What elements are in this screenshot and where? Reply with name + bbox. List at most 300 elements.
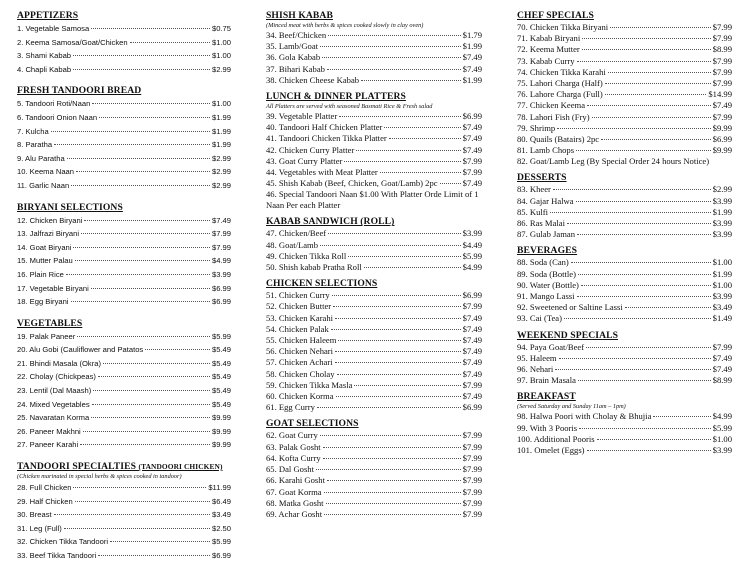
menu-item-name: 55. Chicken Haleem [266,335,337,346]
menu-item [17,63,231,77]
menu-item [517,257,732,268]
menu-section [517,10,732,167]
menu-item-price: $7.49 [462,368,482,379]
menu-item [266,430,482,441]
dot-leader [92,404,210,405]
menu-item-name: 69. Achar Gosht [266,508,323,519]
section-title-text: CHEF SPECIALS [517,10,594,21]
menu-item [266,75,482,86]
section-title-text: TANDOORI SPECIALTIES [17,461,137,473]
section-note: (Chicken marinated in special herbs & spices cooked in tandoor) [17,473,182,481]
menu-item [17,549,231,563]
menu-item [17,125,231,139]
menu-item [17,330,231,344]
section-title-text: LUNCH & DINNER PLATTERS [266,91,406,103]
dot-leader [328,233,461,234]
menu-item [266,391,482,402]
menu-item [266,156,482,167]
menu-item-price: $1.79 [462,30,482,40]
menu-item [517,313,732,324]
dot-leader [576,201,711,202]
dot-leader [327,69,461,70]
menu-item-price: $2.99 [211,167,231,177]
menu-item-price: $7.49 [462,144,482,155]
menu-item-name: 17. Vegetable Biryani [17,283,89,293]
menu-section [266,418,482,520]
menu-item [517,434,732,445]
menu-item [266,509,482,520]
menu-item [17,411,231,425]
dot-leader [338,340,460,341]
menu-section [266,278,482,413]
dot-leader [389,138,461,139]
menu-item-name: 85. Kulfi [517,206,549,217]
dot-leader [571,262,711,263]
menu-item-name: 44. Vegetables with Meat Platter [266,167,378,178]
menu-item-price: $7.99 [462,486,482,497]
menu-item-name: 41. Tandoori Chicken Tikka Platter [266,133,387,144]
dot-leader [578,380,711,381]
menu-item [517,302,732,313]
menu-item-price: $6.99 [211,297,231,307]
dot-leader [440,183,461,184]
menu-item-price: $7.49 [462,391,482,402]
menu-item-name: 31. Leg (Full) [17,523,62,533]
menu-item-name: 20. Alu Gobi (Cauliflower and Patatos [17,345,144,355]
menu-item-name: 70. Chicken Tikka Biryani [517,22,609,32]
dot-leader [335,362,461,363]
section-title-text: BREAKFAST [517,391,576,403]
menu-item-price: $3.99 [211,269,231,279]
menu-section [266,10,482,86]
menu-item-price: $7.49 [712,352,732,363]
menu-item-price: $6.99 [462,402,482,413]
dot-leader [553,189,711,190]
menu-item-name: 5. Tandoori Roti/Naan [17,99,91,109]
menu-item-price: $7.49 [712,364,732,375]
menu-item [266,167,482,178]
menu-item-name: 3. Shami Kabab [17,51,72,61]
menu-item [266,301,482,312]
menu-item-price: $5.99 [211,331,231,341]
menu-item-price: $6.49 [211,496,231,506]
menu-item-price: $7.99 [712,66,732,77]
menu-item-price: $5.49 [211,386,231,396]
menu-item-name: 72. Keema Mutter [517,44,580,55]
menu-item-price: $5.49 [211,358,231,368]
section-title-text: APPETIZERS [17,10,79,21]
dot-leader [597,439,711,440]
menu-item-price: $4.49 [462,239,482,250]
menu-item-price: $7.49 [462,312,482,323]
menu-item [17,254,231,268]
menu-item [17,398,231,412]
menu-item-price: $1.00 [211,51,231,61]
dot-leader [564,318,711,319]
dot-leader [582,49,711,50]
dot-leader [103,363,210,364]
dot-leader [54,144,210,145]
section-title [17,10,231,22]
menu-item-price: $7.99 [712,111,732,122]
section-title-text: GOAT SELECTIONS [266,418,359,430]
dot-leader [605,94,707,95]
menu-item-price: $3.99 [712,291,732,302]
dot-leader [348,256,460,257]
dot-leader [326,503,461,504]
menu-item-price: $5.99 [211,537,231,547]
menu-item [17,152,231,166]
dot-leader [320,435,461,436]
menu-item-name: 19. Palak Paneer [17,331,76,341]
section-title [17,202,231,214]
menu-item-name: 83. Kheer [517,184,551,195]
dot-leader [320,46,461,47]
menu-item-name: 36. Gola Kabab [266,52,321,63]
menu-item-price: $1.99 [712,206,732,217]
menu-item [517,123,732,134]
menu-item-price: $7.99 [462,155,482,166]
menu-item-name: 42. Chicken Curry Platter [266,144,355,155]
dot-leader [75,501,210,502]
section-note: (Minced meat with herbs & spices cooked slowly in clay oven) [266,22,424,29]
dot-leader [71,301,210,302]
dot-leader [577,234,711,235]
menu-item-price: $7.99 [462,379,482,390]
dot-leader [324,514,461,515]
menu-item [17,22,231,36]
menu-item [17,357,231,371]
menu-item [517,229,732,240]
menu-column-2 [266,10,482,520]
menu-item [17,384,231,398]
menu-item-price: $5.99 [712,422,732,433]
menu-item [517,184,732,195]
menu-item-price: $7.49 [462,63,482,74]
menu-item-name: 68. Matka Gosht [266,497,324,508]
dot-leader [344,161,460,162]
dot-leader [323,458,461,459]
menu-item [517,67,732,78]
dot-leader [339,116,460,117]
menu-item-price: $7.99 [462,508,482,519]
menu-item-name: 9. Alu Paratha [17,153,65,163]
menu-item-price: $2.99 [211,64,231,74]
menu-item [17,49,231,63]
dot-leader [110,541,210,542]
menu-item [266,498,482,509]
dot-leader [81,233,210,234]
menu-item-name: 71. Kabab Biryani [517,33,581,44]
menu-section [17,202,231,309]
menu-item-price: $8.99 [712,375,732,386]
dot-leader [317,407,461,408]
section-title-text: BEVERAGES [517,245,578,257]
dot-leader [83,431,210,432]
menu-item-price: $7.99 [462,167,482,178]
dot-leader [77,336,210,337]
menu-item [266,402,482,413]
dot-leader [336,396,461,397]
dot-leader [335,351,461,352]
menu-item-price: $9.99 [712,122,732,133]
section-title [17,318,231,330]
menu-item-name: 1. Vegetable Samosa [17,24,90,33]
menu-item-name: 65. Dal Gosht [266,464,314,475]
menu-item [517,33,732,44]
menu-item-price: $1.00 [211,99,231,109]
menu-item-price: $1.00 [712,433,732,444]
menu-item-price: $7.99 [462,497,482,508]
menu-item-name: 8. Paratha [17,140,53,150]
menu-item-name: 86. Ras Malai [517,218,565,229]
menu-item [266,228,482,239]
menu-item-name: 67. Goat Korma [266,486,322,497]
menu-item [17,268,231,282]
section-title-text: SHISH KABAB [266,10,333,21]
dot-leader [98,555,210,556]
menu-item-price: $9.99 [211,413,231,423]
menu-item [517,89,732,100]
dot-leader [557,128,710,129]
section-title [266,10,482,22]
dot-leader [91,417,210,418]
menu-item-name: 91. Mango Lassi [517,291,575,302]
menu-item [517,342,732,353]
menu-item-name: 40. Tandoori Half Chicken Platter [266,122,383,133]
menu-item-price: $7.99 [211,229,231,239]
menu-item [517,207,732,218]
menu-item-price: $4.99 [211,256,231,266]
menu-item [517,100,732,111]
menu-item-price: $6.99 [462,290,482,301]
dot-leader [328,35,461,36]
section-title [517,330,732,342]
menu-item [266,346,482,357]
menu-item [266,251,482,262]
menu-item-price: $6.99 [211,283,231,293]
dot-leader [581,285,711,286]
menu-item-name: 4. Chapli Kabab [17,64,72,74]
menu-item [17,343,231,357]
dot-leader [73,487,206,488]
menu-item-name: 94. Paya Goat/Beef [517,341,585,352]
menu-item [517,218,732,229]
dot-leader [587,450,711,451]
menu-item-price: $7.99 [712,22,732,32]
menu-item [17,282,231,296]
dot-leader [577,61,711,62]
menu-item-name: 15. Mutter Palau [17,256,73,266]
dot-leader [361,80,461,81]
dot-leader [98,376,210,377]
menu-item [17,370,231,384]
menu-item-name: 62. Goat Curry [266,430,318,441]
dot-leader [384,127,460,128]
menu-item-price: $7.49 [712,100,732,111]
menu-item-name: 50. Shish kabab Pratha Roll [266,262,362,273]
menu-item-name: 57. Chicken Achari [266,357,333,368]
menu-item-price: $11.99 [208,483,231,493]
menu-item [266,313,482,324]
menu-item [17,214,231,228]
menu-item-name: 34. Beef/Chicken [266,30,327,40]
menu-item [17,495,231,509]
section-title [17,461,231,473]
menu-item-price: $7.99 [712,55,732,66]
menu-item-price: $7.99 [462,301,482,312]
menu-item-name: 80. Quails (Batairs) 2pc [517,134,600,145]
menu-item-price: $5.49 [211,399,231,409]
menu-item [266,30,482,41]
menu-item-name: 74. Chicken Tikka Karahi [517,66,606,77]
menu-item [266,442,482,453]
menu-item-name: 39. Vegetable Platter [266,111,338,122]
section-note: All Platters are served with seasoned Basmati Rice & Fresh salad [266,103,433,111]
menu-item-price: $1.99 [211,112,231,122]
dot-leader [320,245,461,246]
menu-item-price: $7.49 [462,335,482,346]
menu-item-name: 26. Paneer Makhni [17,426,81,436]
dot-leader [73,55,210,56]
menu-item-name: 100. Additional Pooris [517,433,595,444]
menu-item-name: 11. Garlic Naan [17,180,70,190]
menu-item-price: $1.00 [211,37,231,47]
dot-leader [332,295,461,296]
menu-item-name: 58. Chicken Cholay [266,368,335,379]
menu-item-price: $3.99 [712,445,732,456]
dot-leader [91,28,210,29]
menu-item-price: $6.99 [211,551,231,560]
menu-item-name: 10. Keema Naan [17,167,74,177]
dot-leader [586,347,711,348]
menu-item [266,133,482,144]
dot-leader [92,103,210,104]
dot-leader [582,38,710,39]
menu-item-name: 53. Chicken Karahi [266,312,334,323]
menu-item-price: $7.99 [462,464,482,475]
menu-item-name: 89. Soda (Bottle) [517,268,576,279]
menu-item [266,41,482,52]
menu-item-name: 6. Tandoori Onion Naan [17,112,98,122]
menu-item-price: $7.49 [462,178,482,189]
menu-item-name: 18. Egg Biryani [17,297,69,307]
dot-leader [579,428,711,429]
menu-item-name: 54. Chicken Palak [266,323,329,334]
menu-item [17,97,231,111]
dot-leader [610,27,710,28]
dot-leader [592,117,711,118]
menu-item-price: $7.99 [462,452,482,463]
menu-item [17,425,231,439]
dot-leader [354,385,460,386]
menu-item-price: $5.49 [211,372,231,382]
dot-leader [130,42,210,43]
menu-item-name: 35. Lamb/Goat [266,41,319,52]
menu-item-name: 77. Chicken Keema [517,100,586,111]
section-title [517,245,732,257]
dot-leader [99,117,210,118]
menu-item [17,535,231,549]
menu-item-price: $4.99 [462,262,482,273]
menu-item-name: 95. Haleem [517,352,557,363]
menu-item [17,295,231,309]
menu-item [266,357,482,368]
menu-item-price: $5.99 [462,250,482,261]
dot-leader [331,329,461,330]
dot-leader [80,444,210,445]
section-title [266,216,482,228]
menu-item [17,138,231,152]
menu-item [17,508,231,522]
menu-item-price: $3.99 [712,195,732,206]
dot-leader [577,296,711,297]
menu-item [517,423,732,434]
menu-item-price: $7.49 [462,357,482,368]
section-title-text: FRESH TANDOORI BREAD [17,85,142,97]
menu-item-name: 23. Lentil (Dal Maash) [17,386,92,396]
menu-item-price: $1.99 [211,140,231,150]
menu-section [266,216,482,273]
dot-leader [324,492,461,493]
menu-item-price: $3.99 [712,229,732,240]
menu-item-price: $7.99 [462,430,482,441]
menu-item-price: $1.00 [712,279,732,290]
menu-item [517,134,732,145]
menu-item [17,36,231,50]
menu-item [17,522,231,536]
section-title-text: KABAB SANDWICH (ROLL) [266,216,395,228]
menu-item-price: $9.99 [211,440,231,450]
menu-item [266,122,482,133]
section-title [266,278,482,290]
menu-item-price: $1.99 [462,74,482,85]
dot-leader [73,247,210,248]
dot-leader [51,131,210,132]
dot-leader [91,288,210,289]
menu-item [266,487,482,498]
menu-item-name: 87. Gulab Jaman [517,229,575,240]
menu-item-price: $6.99 [462,111,482,122]
menu-item-name: 51. Chicken Curry [266,290,330,301]
menu-section [517,330,732,387]
menu-item [517,411,732,422]
dot-leader [625,307,711,308]
menu-item-name: 47. Chicken/Beef [266,228,327,239]
menu-item [517,78,732,89]
menu-item-price: $7.99 [712,341,732,352]
menu-item-price: $7.99 [712,33,732,44]
dot-leader [380,172,461,173]
dot-leader [337,374,461,375]
menu-item [266,262,482,273]
menu-item-price: $3.99 [462,228,482,239]
menu-item-name: 27. Paneer Karahi [17,440,79,450]
menu-item-name: 99. With 3 Pooris [517,422,578,433]
menu-item-name: 52. Chicken Butter [266,301,332,312]
menu-item [17,179,231,193]
section-title [517,172,732,184]
menu-item [266,369,482,380]
menu-item-price: $1.99 [712,268,732,279]
section-title-text: DESSERTS [517,172,567,184]
menu-item [517,291,732,302]
menu-item [517,375,732,386]
section-title [266,418,482,430]
menu-item-name: 37. Bihari Kabab [266,63,325,74]
menu-item [266,453,482,464]
menu-item-price: $8.99 [712,44,732,55]
